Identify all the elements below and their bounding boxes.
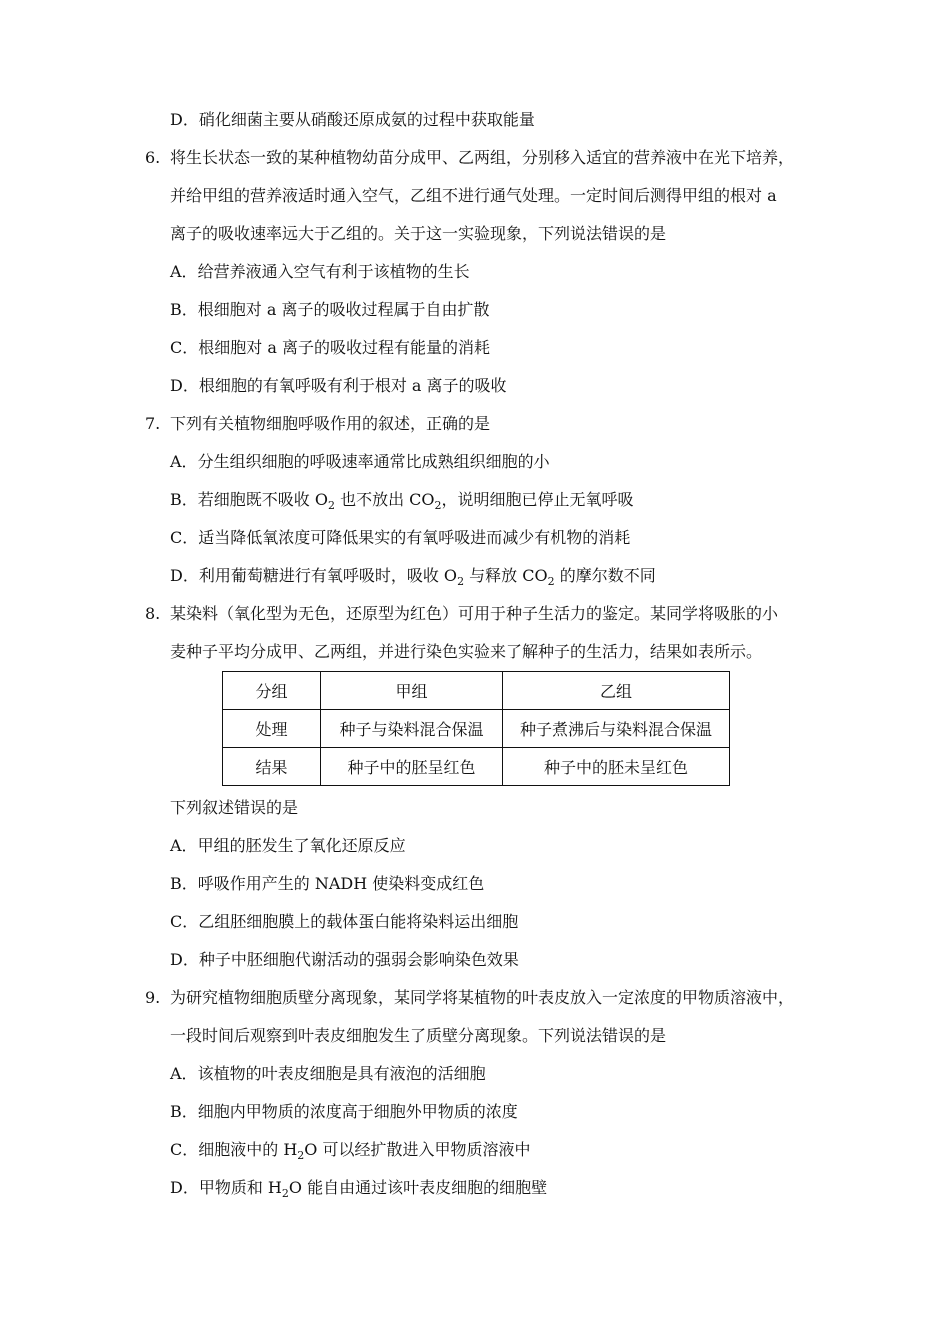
q9-option-b [170,1102,518,1122]
option-text-part: 甲物质和 H [198,1178,282,1197]
option-label: A． [170,452,198,471]
option-label: C． [170,912,199,931]
option-label: A． [170,836,198,855]
option-label: C． [170,1140,199,1159]
q6-option-b [170,300,489,320]
q8-stem-line-2: 麦种子平均分成甲、乙两组，并进行染色实验来了解种子的生活力，结果如表所示。 [170,642,763,661]
subscript: 2 [434,499,442,512]
option-text-part: 与释放 CO [464,566,548,585]
q9-option-d [170,1178,547,1198]
option-label: D． [170,950,199,969]
table-cell: 结果 [223,748,321,786]
q6-stem-line-3: 离子的吸收速率远大于乙组的。关于这一实验现象，下列说法错误的是 [170,224,667,243]
option-label: A． [170,1064,198,1083]
q9-option-c [170,1140,531,1160]
table-cell: 种子中的胚未呈红色 [503,748,730,786]
table-cell: 种子煮沸后与染料混合保温 [503,710,730,748]
subscript: 2 [547,575,555,588]
q8-number: 8. [145,604,161,623]
table-header-cell: 乙组 [503,672,730,710]
q8-after-table: 下列叙述错误的是 [170,798,299,817]
option-text: 细胞内甲物质的浓度高于细胞外甲物质的浓度 [197,1102,518,1121]
q6-option-c [170,338,490,358]
option-text: 给营养液通入空气有利于该植物的生长 [197,262,470,281]
q7-number: 7. [145,414,161,433]
q9-number: 9. [145,988,161,1007]
option-text-part: 利用葡萄糖进行有氧呼吸时，吸收 O [198,566,458,585]
option-text-part: ，说明细胞已停止无氧呼吸 [441,490,634,509]
subscript: 2 [297,1149,305,1162]
q7-option-b [170,490,634,510]
q7-option-c [170,528,630,548]
q6-stem-line-1: 将生长状态一致的某种植物幼苗分成甲、乙两组，分别移入适宜的营养液中在光下培养， [170,148,795,167]
table-cell: 种子与染料混合保温 [321,710,503,748]
q7-option-a [170,452,550,472]
option-label: B． [170,490,198,509]
option-text: 甲组的胚发生了氧化还原反应 [197,836,406,855]
table-row [223,710,730,748]
option-label: B． [170,300,198,319]
q9-option-a [170,1064,486,1084]
table-header-cell: 甲组 [321,672,503,710]
option-label: C． [170,338,199,357]
option-text: 种子中胚细胞代谢活动的强弱会影响染色效果 [198,950,519,969]
table-header-cell: 分组 [223,672,321,710]
option-label: A． [170,262,198,281]
q7-option-d [170,566,656,586]
option-label: B． [170,874,198,893]
q6-option-a [170,262,470,282]
option-text: 根细胞的有氧呼吸有利于根对 a 离子的吸收 [198,376,507,395]
option-label: D． [170,566,199,585]
table-cell: 处理 [223,710,321,748]
option-text: 根细胞对 a 离子的吸收过程有能量的消耗 [198,338,490,357]
experiment-table [222,671,730,786]
option-text: 根细胞对 a 离子的吸收过程属于自由扩散 [197,300,490,319]
subscript: 2 [281,1187,289,1200]
option-text: 呼吸作用产生的 NADH 使染料变成红色 [197,874,485,893]
option-text-part: 细胞液中的 H [198,1140,298,1159]
q8-option-b [170,874,484,894]
option-text-part: 的摩尔数不同 [554,566,656,585]
q8-option-d [170,950,519,970]
q5-option-d [170,110,535,130]
q8-option-a [170,836,406,856]
q6-stem-line-2: 并给甲组的营养液适时通入空气，乙组不进行通气处理。一定时间后测得甲组的根对 a [170,186,777,205]
option-text-part: O 可以经扩散进入甲物质溶液中 [304,1140,531,1159]
option-text-part: O 能自由通过该叶表皮细胞的细胞壁 [288,1178,548,1197]
option-label: D． [170,110,199,129]
table-cell: 种子中的胚呈红色 [321,748,503,786]
option-text: 乙组胚细胞膜上的载体蛋白能将染料运出细胞 [198,912,519,931]
table-row [223,748,730,786]
q9-stem-line-1: 为研究植物细胞质壁分离现象，某同学将某植物的叶表皮放入一定浓度的甲物质溶液中， [170,988,795,1007]
option-label: B． [170,1102,198,1121]
subscript: 2 [457,575,465,588]
option-label: D． [170,376,199,395]
subscript: 2 [327,499,335,512]
option-label: D． [170,1178,199,1197]
q7-stem: 下列有关植物细胞呼吸作用的叙述，正确的是 [170,414,491,433]
table-header-row [223,672,730,710]
q8-option-c [170,912,518,932]
q8-stem-line-1: 某染料（氧化型为无色，还原型为红色）可用于种子生活力的鉴定。某同学将吸胀的小 [170,604,779,623]
option-text: 硝化细菌主要从硝酸还原成氨的过程中获取能量 [198,110,535,129]
q6-number: 6. [145,148,161,167]
option-text: 分生组织细胞的呼吸速率通常比成熟组织细胞的小 [197,452,550,471]
q9-stem-line-2: 一段时间后观察到叶表皮细胞发生了质壁分离现象。下列说法错误的是 [170,1026,667,1045]
option-text: 适当降低氧浓度可降低果实的有氧呼吸进而减少有机物的消耗 [198,528,631,547]
option-text: 该植物的叶表皮细胞是具有液泡的活细胞 [197,1064,486,1083]
q6-option-d [170,376,507,396]
option-text-part: 也不放出 CO [334,490,435,509]
option-label: C． [170,528,199,547]
option-text-part: 若细胞既不吸收 O [197,490,328,509]
